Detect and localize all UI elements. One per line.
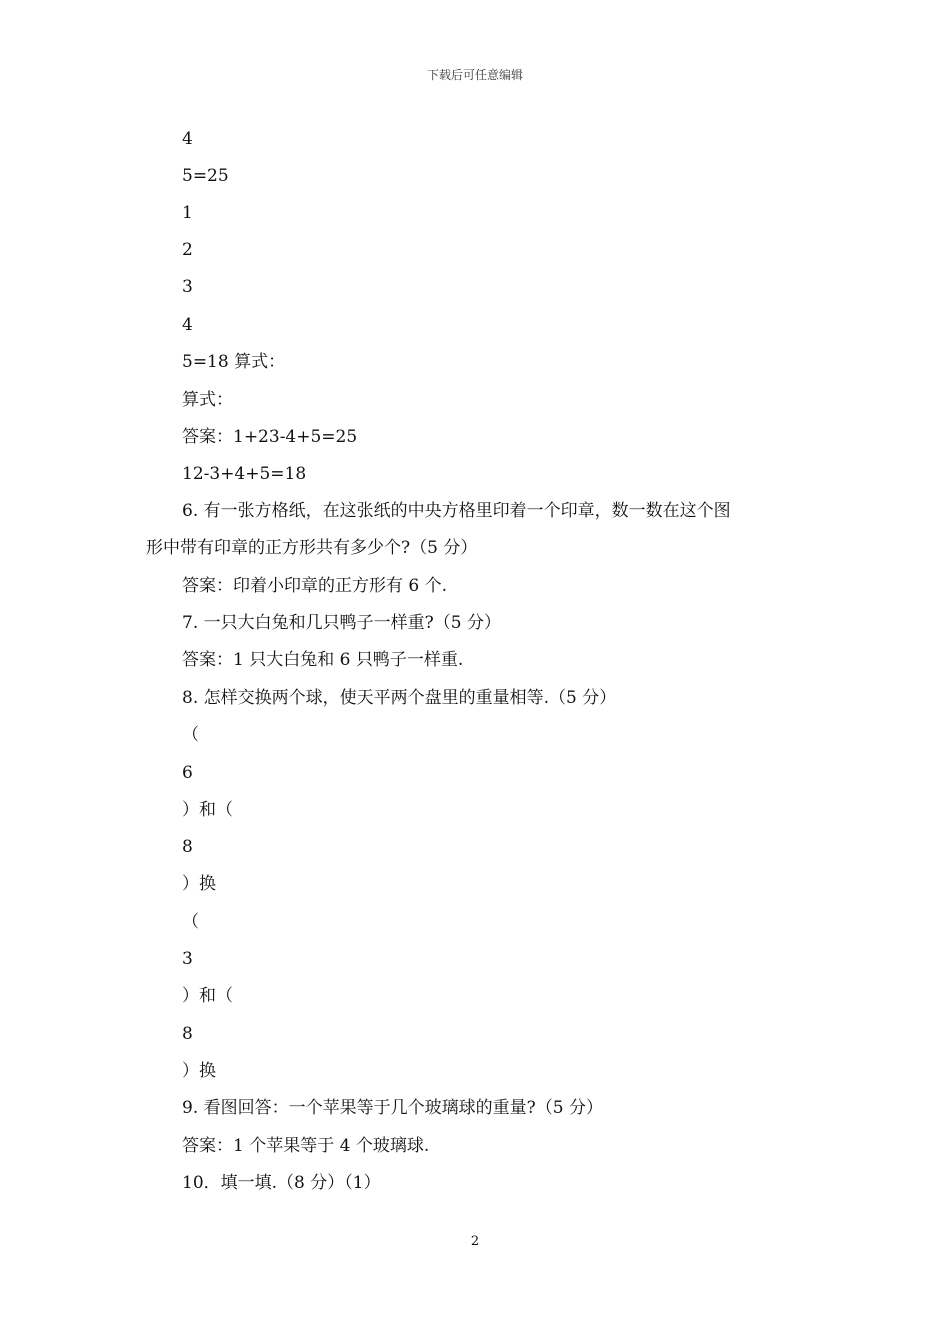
text-line: 4 [182,315,193,335]
question-6: 6. 有一张方格纸，在这张纸的中央方格里印着一个印章，数一数在这个图 [182,501,731,521]
text-line: ）换 [182,1061,216,1081]
question-9: 9. 看图回答：一个苹果等于几个玻璃球的重量?（5 分） [182,1098,603,1118]
page-number: 2 [470,1234,480,1249]
text-line: 答案：1+23-4+5=25 [182,427,358,447]
text-line: ）换 [182,874,216,894]
text-line: 2 [182,240,193,260]
answer-7: 答案：1 只大白兔和 6 只鸭子一样重. [182,650,464,670]
question-6-continued: 形中带有印章的正方形共有多少个?（5 分） [146,538,478,558]
question-7: 7. 一只大白兔和几只鸭子一样重?（5 分） [182,613,501,633]
question-10: 10．填一填.（8 分）（1） [182,1173,381,1193]
text-line: （ [182,912,199,932]
answer-9: 答案：1 个苹果等于 4 个玻璃球. [182,1136,430,1156]
text-line: 算式： [182,390,233,410]
text-line: （ [182,725,199,745]
page-header: 下载后可任意编辑 [426,68,523,82]
text-line: 5=18 算式： [182,352,286,372]
text-line: 8 [182,1024,193,1044]
text-line: ）和（ [182,986,233,1006]
text-line: 6 [182,763,193,783]
text-line: 1 [182,203,193,223]
text-line: ）和（ [182,800,233,820]
text-line: 8 [182,837,193,857]
text-line: 5=25 [182,166,229,186]
text-line: 3 [182,277,193,297]
text-line: 3 [182,949,193,969]
answer-6: 答案：印着小印章的正方形有 6 个. [182,576,448,596]
question-8: 8. 怎样交换两个球，使天平两个盘里的重量相等.（5 分） [182,688,617,708]
text-line: 4 [182,129,193,149]
text-line: 12-3+4+5=18 [182,464,307,484]
